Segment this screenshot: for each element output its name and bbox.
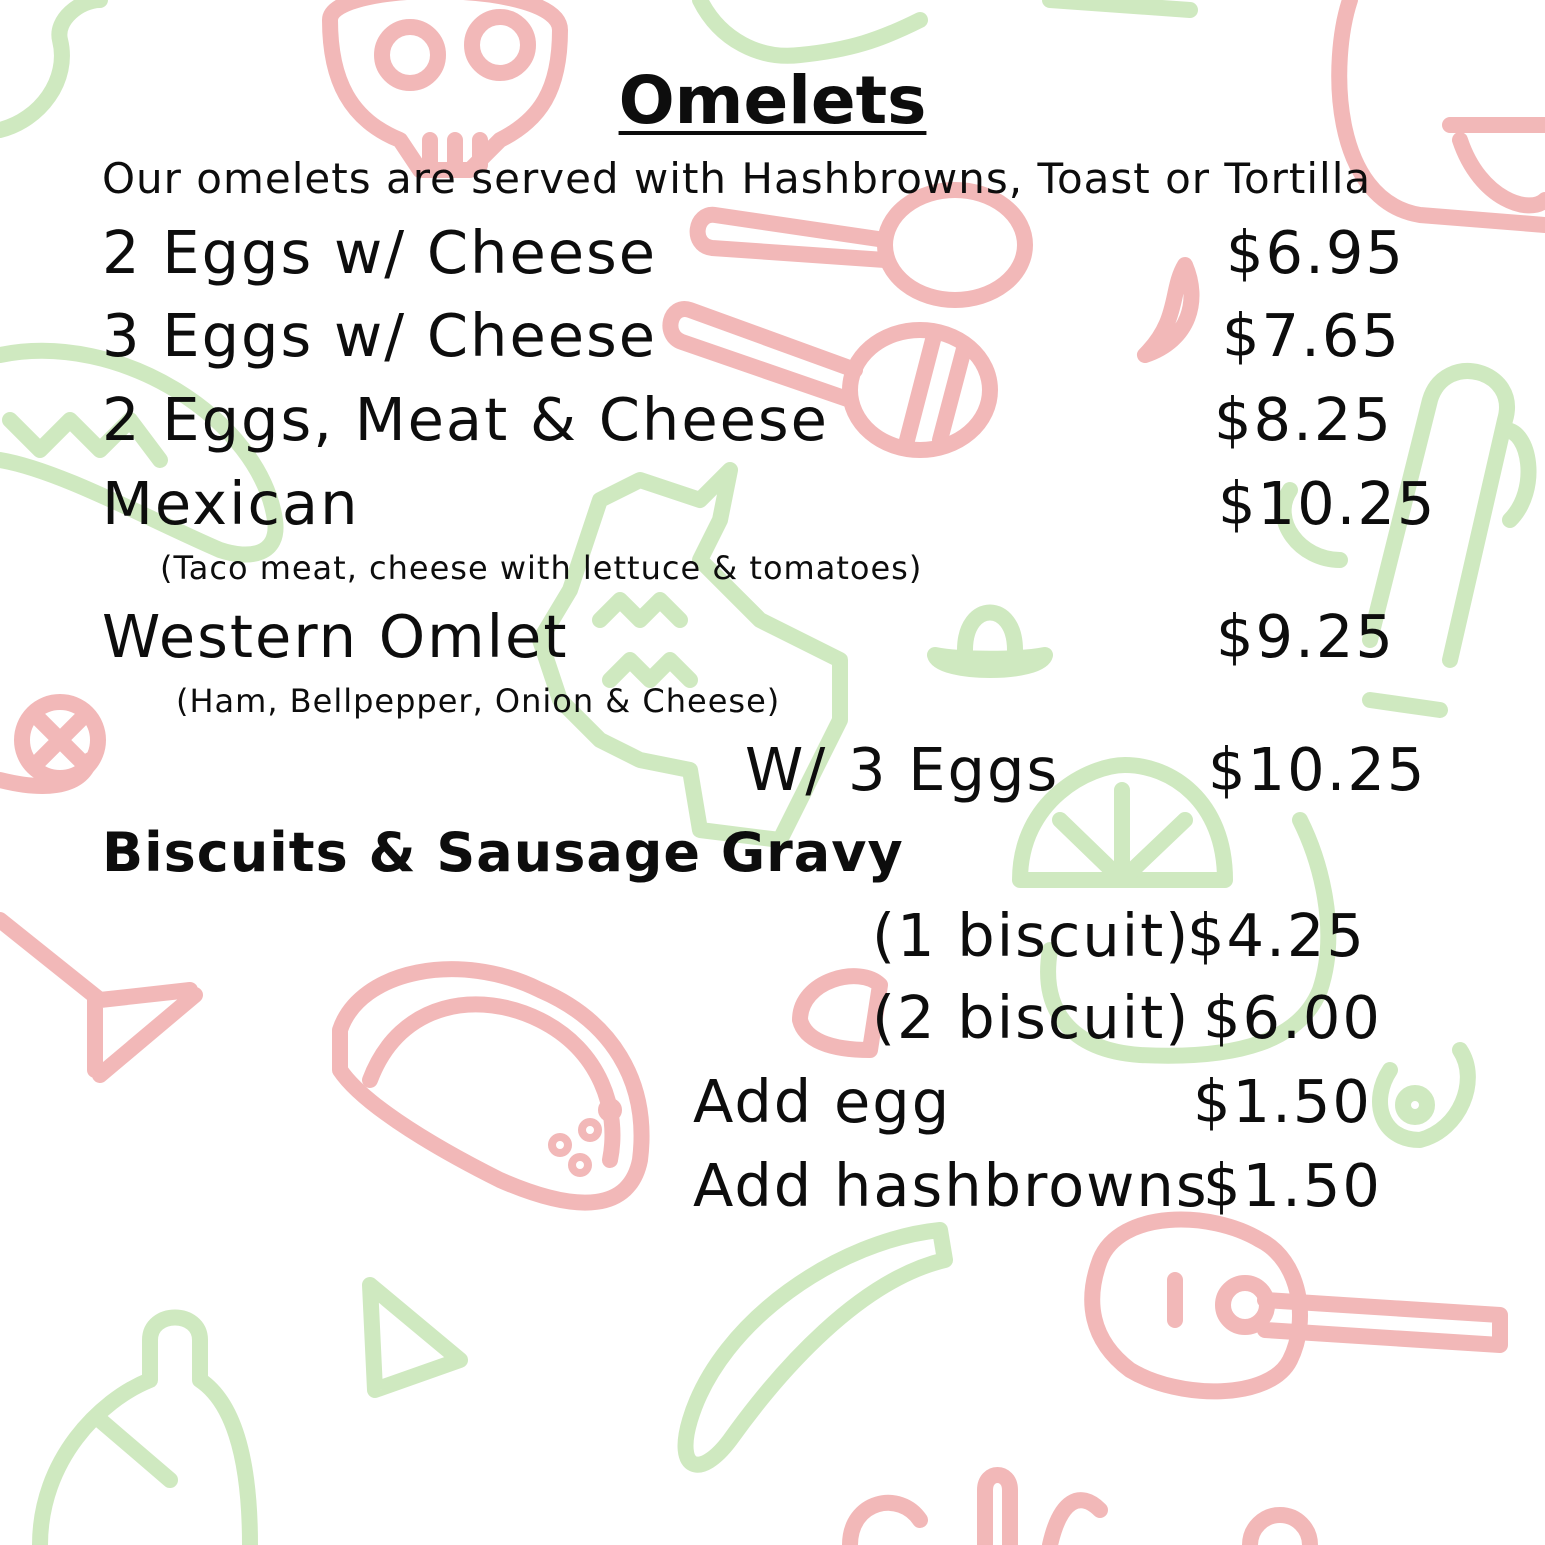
menu-item-price: $9.25 — [1216, 602, 1395, 671]
menu-item-name: Western Omlet — [102, 602, 569, 671]
biscuits-section-title: Biscuits & Sausage Gravy — [102, 821, 904, 884]
omelets-title: Omelets — [618, 62, 927, 139]
addon-label: Add hashbrowns — [693, 1151, 1209, 1220]
option-label: W/ 3 Eggs — [745, 735, 1060, 804]
addon-price: $1.50 — [1203, 1151, 1382, 1220]
menu-item-description: (Taco meat, cheese with lettuce & tomatoes) — [160, 549, 923, 587]
option-price: $4.25 — [1187, 901, 1366, 970]
menu-item-price: $10.25 — [1218, 469, 1437, 538]
option-price: $6.00 — [1203, 983, 1382, 1052]
addon-price: $1.50 — [1193, 1067, 1372, 1136]
menu-item-name: 2 Eggs w/ Cheese — [102, 218, 658, 287]
omelets-intro: Our omelets are served with Hashbrowns, Toast or Tortilla — [102, 154, 1372, 203]
menu-item-name: 2 Eggs, Meat & Cheese — [102, 385, 829, 454]
menu-item-name: Mexican — [102, 469, 360, 538]
option-price: $10.25 — [1208, 735, 1427, 804]
menu-item-price: $6.95 — [1226, 218, 1405, 287]
menu-item-price: $8.25 — [1214, 385, 1393, 454]
menu-item-price: $7.65 — [1222, 301, 1401, 370]
menu-item-description: (Ham, Bellpepper, Onion & Cheese) — [176, 682, 781, 720]
menu-item-name: 3 Eggs w/ Cheese — [102, 301, 658, 370]
option-label: (2 biscuit) — [872, 983, 1191, 1052]
option-label: (1 biscuit) — [872, 901, 1191, 970]
addon-label: Add egg — [693, 1067, 952, 1136]
